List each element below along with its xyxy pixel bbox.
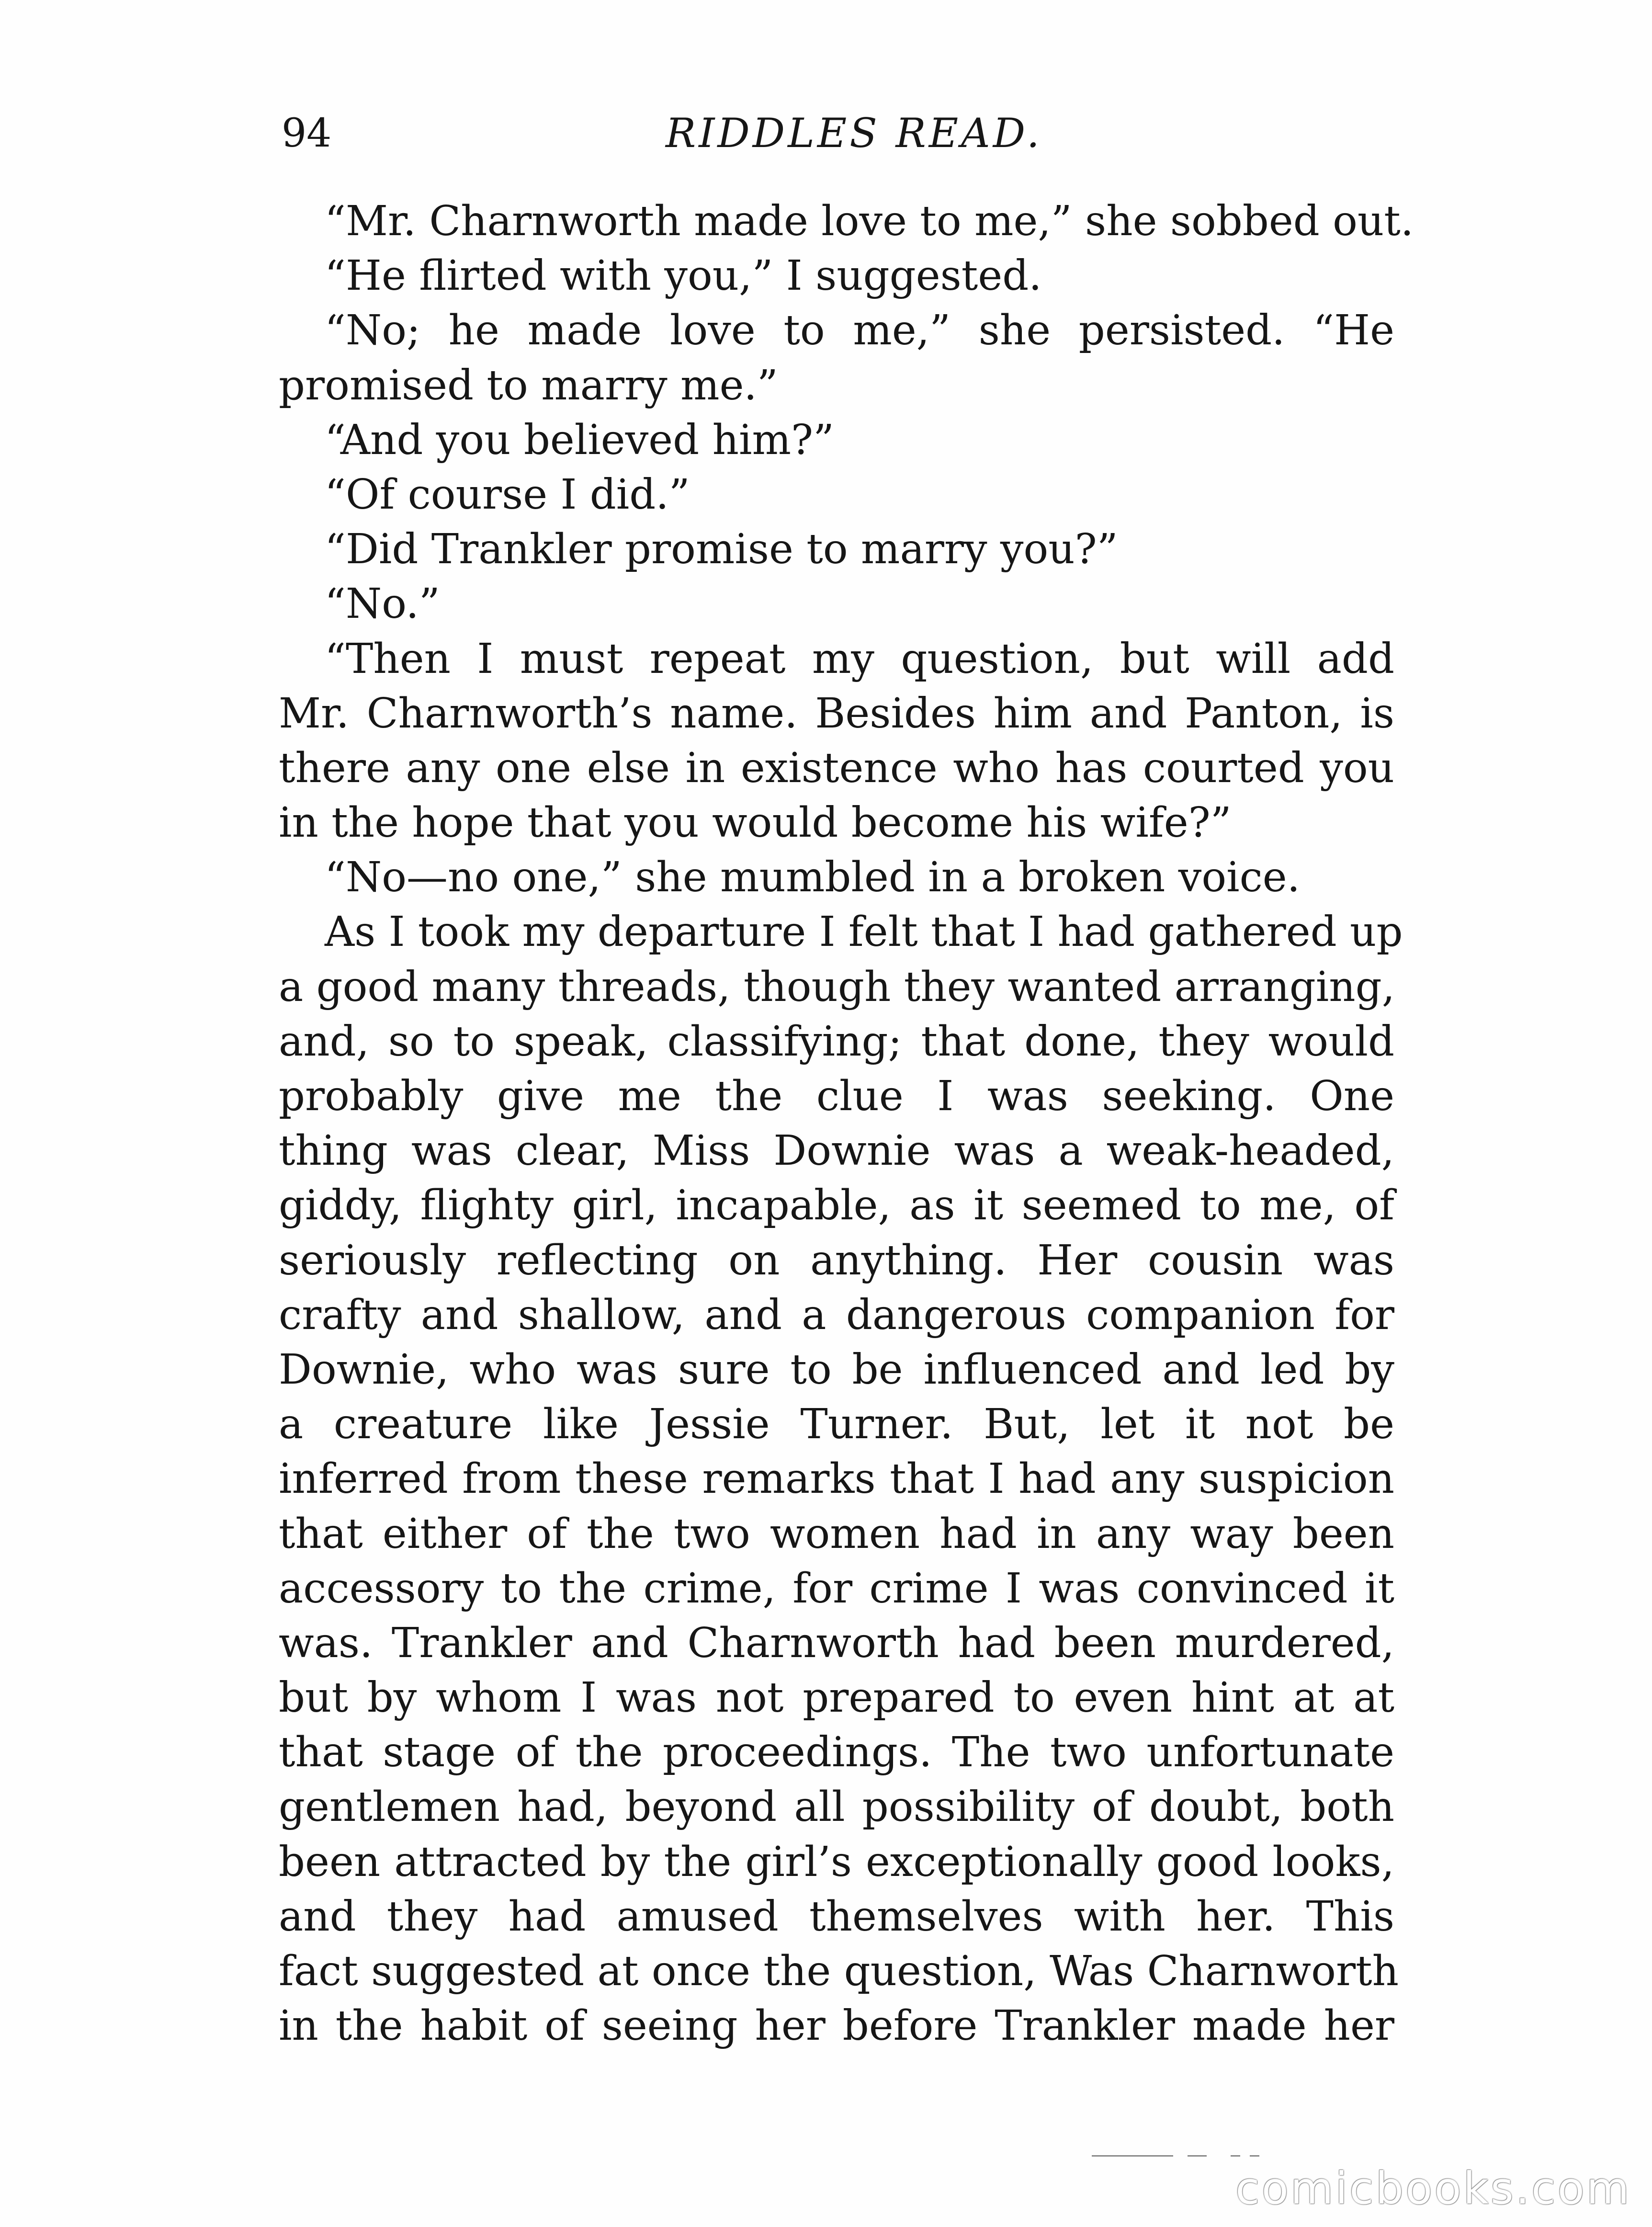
text-line: that stage of the proceedings. The two unfortunate	[279, 1728, 1394, 1777]
text-line: gentlemen had, beyond all possibility of doubt, both	[279, 1783, 1394, 1831]
text-line: giddy, flighty girl, incapable, as it seemed to me, of	[279, 1182, 1394, 1230]
text-line: As I took my departure I felt that I had gathered up	[325, 908, 1403, 956]
text-line: “Then I must repeat my question, but will add	[325, 635, 1394, 683]
text-line: there any one else in existence who has courted you	[279, 744, 1394, 792]
text-line: “No—no one,” she mumbled in a broken voice.	[325, 853, 1301, 902]
text-line: thing was clear, Miss Downie was a weak-headed,	[279, 1127, 1394, 1175]
text-line: inferred from these remarks that I had any suspicion	[279, 1455, 1394, 1503]
text-line: was. Trankler and Charnworth had been murdered,	[279, 1619, 1394, 1667]
text-line: promised to marry me.”	[279, 361, 778, 409]
text-line: a good many threads, though they wanted arranging,	[279, 963, 1395, 1011]
watermark: comicbooks.com	[1235, 2163, 1631, 2214]
text-line: Downie, who was sure to be influenced and led by	[279, 1345, 1394, 1394]
text-line: but by whom I was not prepared to even hint at at	[279, 1674, 1394, 1722]
text-line: crafty and shallow, and a dangerous companion for	[279, 1291, 1394, 1339]
text-line: “He flirted with you,” I suggested.	[325, 252, 1042, 300]
running-head: RIDDLES READ.	[666, 110, 1042, 157]
text-line: in the habit of seeing her before Trankler made her	[279, 2002, 1394, 2050]
text-line: “No; he made love to me,” she persisted. “He	[325, 307, 1394, 355]
text-line: “And you believed him?”	[325, 416, 835, 464]
text-line: Mr. Charnworth’s name. Besides him and Panton, is	[279, 689, 1394, 738]
footer-rule	[1092, 2155, 1259, 2157]
text-line: in the hope that you would become his wife?”	[279, 799, 1232, 847]
text-line: fact suggested at once the question, Was Charnworth	[279, 1947, 1399, 1995]
text-line: and, so to speak, classifying; that done, they would	[279, 1017, 1394, 1066]
page-number: 94	[282, 111, 332, 156]
text-line: “Mr. Charnworth made love to me,” she sobbed out.	[325, 197, 1414, 245]
text-line: “Did Trankler promise to marry you?”	[325, 525, 1118, 574]
text-line: a creature like Jessie Turner. But, let it not be	[279, 1400, 1394, 1449]
text-line: “No.”	[325, 580, 440, 628]
text-line: accessory to the crime, for crime I was convinced it	[279, 1564, 1394, 1613]
text-line: probably give me the clue I was seeking. One	[279, 1072, 1394, 1120]
text-line: and they had amused themselves with her. This	[279, 1892, 1394, 1941]
text-line: “Of course I did.”	[325, 470, 690, 519]
text-line: been attracted by the girl’s exceptionally good looks,	[279, 1838, 1394, 1886]
text-line: that either of the two women had in any way been	[279, 1510, 1394, 1558]
body-text	[279, 194, 1414, 2053]
text-line: seriously reflecting on anything. Her cousin was	[279, 1236, 1394, 1284]
